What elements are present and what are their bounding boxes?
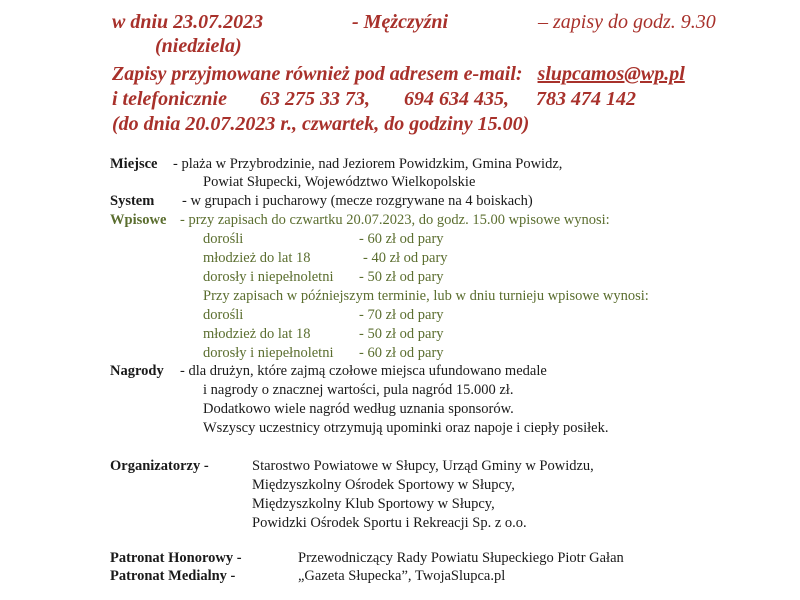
fee-intro: - przy zapisach do czwartku 20.07.2023, do godz. 15.00 wpisowe wynosi: [180,212,610,228]
media-patronage: „Gazeta Słupecka”, TwojaSlupca.pl [298,568,506,584]
fee-late-who-2: dorosły i niepełnoletni [203,345,334,361]
fee-early-who-0: dorośli [203,231,244,247]
fee-early-who-2: dorosły i niepełnoletni [203,269,334,285]
organizers-label: Organizatorzy - [110,458,209,474]
organizer-item: Międzyszkolny Ośrodek Sportowy w Słupcy, [252,477,515,493]
event-date: w dniu 23.07.2023 [112,11,264,33]
fee-late-who-1: młodzież do lat 18 [203,326,311,342]
phone-1: 63 275 33 73, [260,88,370,110]
event-category: - Mężczyźni [352,11,449,33]
system-text: - w grupach i pucharowy (mecze rozgrywane na 4 boiskach) [182,193,533,209]
fee-late-price-1: - 50 zł od pary [359,326,444,342]
deadline: (do dnia 20.07.2023 r., czwartek, do godziny 15.00) [112,113,530,135]
registration-time: – zapisy do godz. 9.30 [538,11,716,33]
organizer-item: Starostwo Powiatowe w Słupcy, Urząd Gminy w Powidzu, [252,458,594,474]
organizer-item: Międzyszkolny Klub Sportowy w Słupcy, [252,496,495,512]
media-patronage-label: Patronat Medialny - [110,568,236,584]
system-label: System [110,193,155,209]
place-label: Miejsce [110,156,158,172]
honorary-patronage: Przewodniczący Rady Powiatu Słupeckiego Piotr Gałan [298,550,624,566]
event-weekday: (niedziela) [155,35,242,57]
fee-late-who-0: dorośli [203,307,244,323]
email-line-prefix: Zapisy przyjmowane również pod adresem e-mail: [112,63,523,85]
phone-label: i telefonicznie [112,88,227,110]
honorary-patronage-label: Patronat Honorowy - [110,550,242,566]
prizes-line2: i nagrody o znacznej wartości, pula nagród 15.000 zł. [203,382,514,398]
prizes-line3: Dodatkowo wiele nagród według uznania sponsorów. [203,401,514,417]
phone-line [112,87,636,111]
prizes-line1: - dla drużyn, które zajmą czołowe miejsca ufundowano medale [180,363,547,379]
fee-early-price-2: - 50 zł od pary [359,269,444,285]
place-line2: Powiat Słupecki, Województwo Wielkopolskie [203,174,476,190]
fee-late-intro: Przy zapisach w późniejszym terminie, lub w dniu turnieju wpisowe wynosi: [203,288,649,304]
prizes-line4: Wszyscy uczestnicy otrzymują upominki oraz napoje i ciepły posiłek. [203,420,609,436]
email-link[interactable]: slupcamos@wp.pl [537,63,685,85]
fee-late-price-2: - 60 zł od pary [359,345,444,361]
prizes-label: Nagrody [110,363,164,379]
fee-early-who-1: młodzież do lat 18 [203,250,311,266]
phone-2: 694 634 435, [404,88,509,110]
fee-label: Wpisowe [110,212,167,228]
place-line1: - plaża w Przybrodzinie, nad Jeziorem Powidzkim, Gmina Powidz, [173,156,563,172]
fee-early-price-0: - 60 zł od pary [359,231,444,247]
email-line [112,62,685,86]
phone-3: 783 474 142 [536,88,636,110]
fee-late-price-0: - 70 zł od pary [359,307,444,323]
fee-early-price-1: - 40 zł od pary [363,250,448,266]
organizer-item: Powidzki Ośrodek Sportu i Rekreacji Sp. z o.o. [252,515,527,531]
